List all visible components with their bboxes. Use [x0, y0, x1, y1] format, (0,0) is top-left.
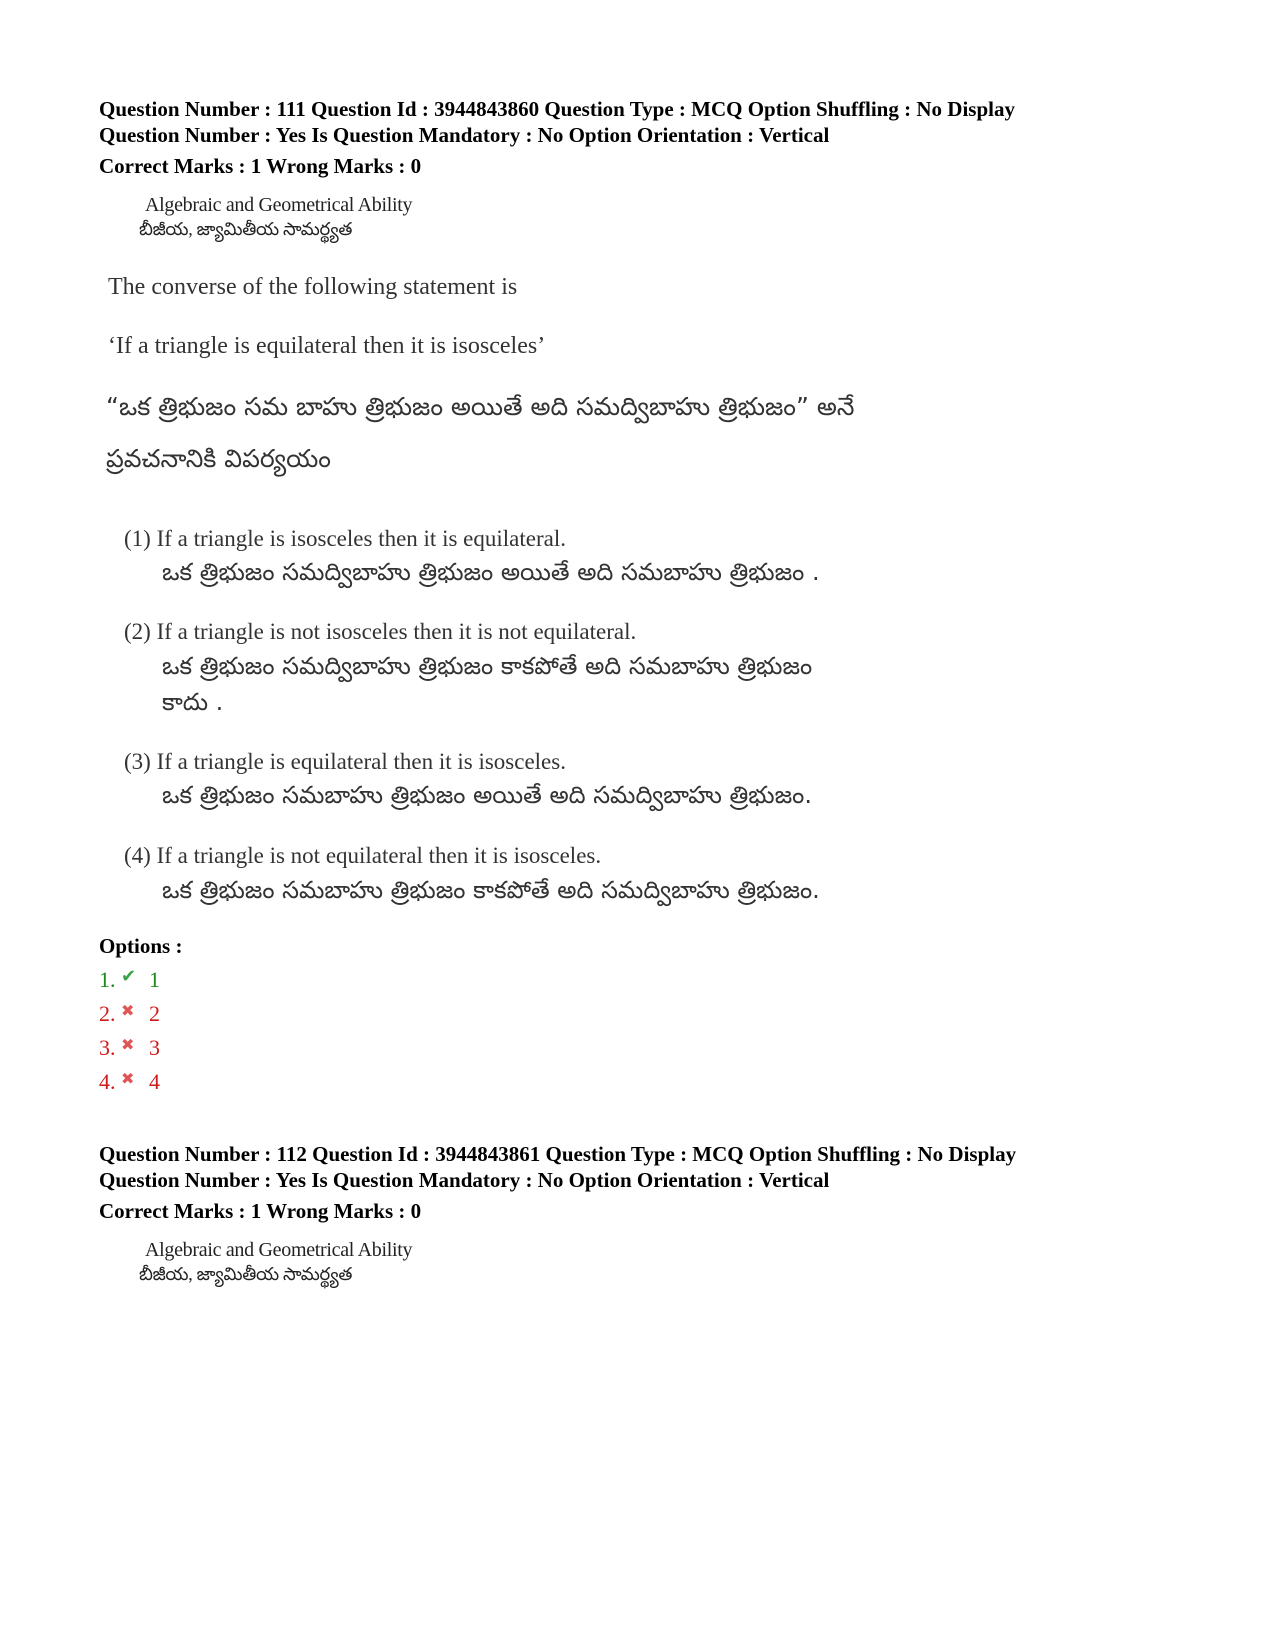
- question-112-header-line1: Question Number : 112 Question Id : 3944843861 Question Type : MCQ Option Shuffling : No Display: [99, 1142, 1017, 1166]
- cross-icon: ✖: [121, 1000, 135, 1020]
- options-label: Options :: [99, 934, 183, 958]
- question-112-subject-te: బీజీయ, జ్యామితీయ సామర్థ్యత: [139, 1264, 353, 1284]
- answer-option-1: [99, 967, 160, 993]
- choice-4-te: ఒక త్రిభుజం సమబాహు త్రిభుజం కాకపోతే అది సమద్విబాహు త్రిభుజం.: [162, 876, 820, 904]
- question-111-stem-te-1: “ఒక త్రిభుజం సమ బాహు త్రిభుజం అయితే అది సమద్విబాహు త్రిభుజం” అనే: [106, 392, 855, 421]
- choice-1-en: (1) If a triangle is isosceles then it is equilateral.: [124, 526, 566, 551]
- answer-option-value: 2: [149, 1001, 160, 1026]
- question-111-stem-en-2: ‘If a triangle is equilateral then it is isosceles’: [108, 333, 546, 359]
- question-111-header-line1: Question Number : 111 Question Id : 3944843860 Question Type : MCQ Option Shuffling : No Display: [99, 97, 1015, 121]
- answer-option-value: 1: [149, 967, 160, 992]
- question-111-stem-te-2: ప్రవచనానికి విపర్యయం: [106, 444, 331, 473]
- choice-2-te: ఒక త్రిభుజం సమద్విబాహు త్రిభుజం కాకపోతే అది సమబాహు త్రిభుజం: [162, 652, 813, 680]
- answer-option-number: 1.: [99, 967, 116, 992]
- question-111-subject-en: Algebraic and Geometrical Ability: [145, 194, 413, 216]
- answer-option-number: 3.: [99, 1035, 116, 1060]
- question-112-header-line2: Question Number : Yes Is Question Mandatory : No Option Orientation : Vertical: [99, 1168, 830, 1192]
- answer-option-number: 2.: [99, 1001, 116, 1026]
- cross-icon: ✖: [121, 1068, 135, 1088]
- check-icon: ✔: [121, 965, 137, 987]
- answer-option-number: 4.: [99, 1069, 116, 1094]
- question-111-stem-en-1: The converse of the following statement is: [108, 274, 518, 300]
- choice-3-te: ఒక త్రిభుజం సమబాహు త్రిభుజం అయితే అది సమద్విబాహు త్రిభుజం.: [162, 781, 812, 809]
- choice-4-en: (4) If a triangle is not equilateral then it is isosceles.: [124, 843, 602, 868]
- answer-option-value: 3: [149, 1035, 160, 1060]
- question-111-subject-te: బీజీయ, జ్యామితీయ సామర్థ్యత: [139, 219, 353, 239]
- question-111-marks: Correct Marks : 1 Wrong Marks : 0: [99, 154, 422, 178]
- choice-1-te: ఒక త్రిభుజం సమద్విబాహు త్రిభుజం అయితే అది సమబాహు త్రిభుజం .: [162, 558, 820, 586]
- choice-2-te-cont: కాదు .: [162, 688, 224, 716]
- answer-option-2: [99, 1001, 160, 1027]
- answer-option-3: [99, 1035, 160, 1061]
- choice-2-en: (2) If a triangle is not isosceles then it is not equilateral.: [124, 619, 637, 644]
- question-112-marks: Correct Marks : 1 Wrong Marks : 0: [99, 1199, 422, 1223]
- choice-3-en: (3) If a triangle is equilateral then it is isosceles.: [124, 749, 566, 774]
- question-112-subject-en: Algebraic and Geometrical Ability: [145, 1239, 413, 1261]
- answer-option-4: [99, 1069, 160, 1095]
- question-111-header-line2: Question Number : Yes Is Question Mandatory : No Option Orientation : Vertical: [99, 123, 830, 147]
- cross-icon: ✖: [121, 1034, 135, 1054]
- answer-option-value: 4: [149, 1069, 160, 1094]
